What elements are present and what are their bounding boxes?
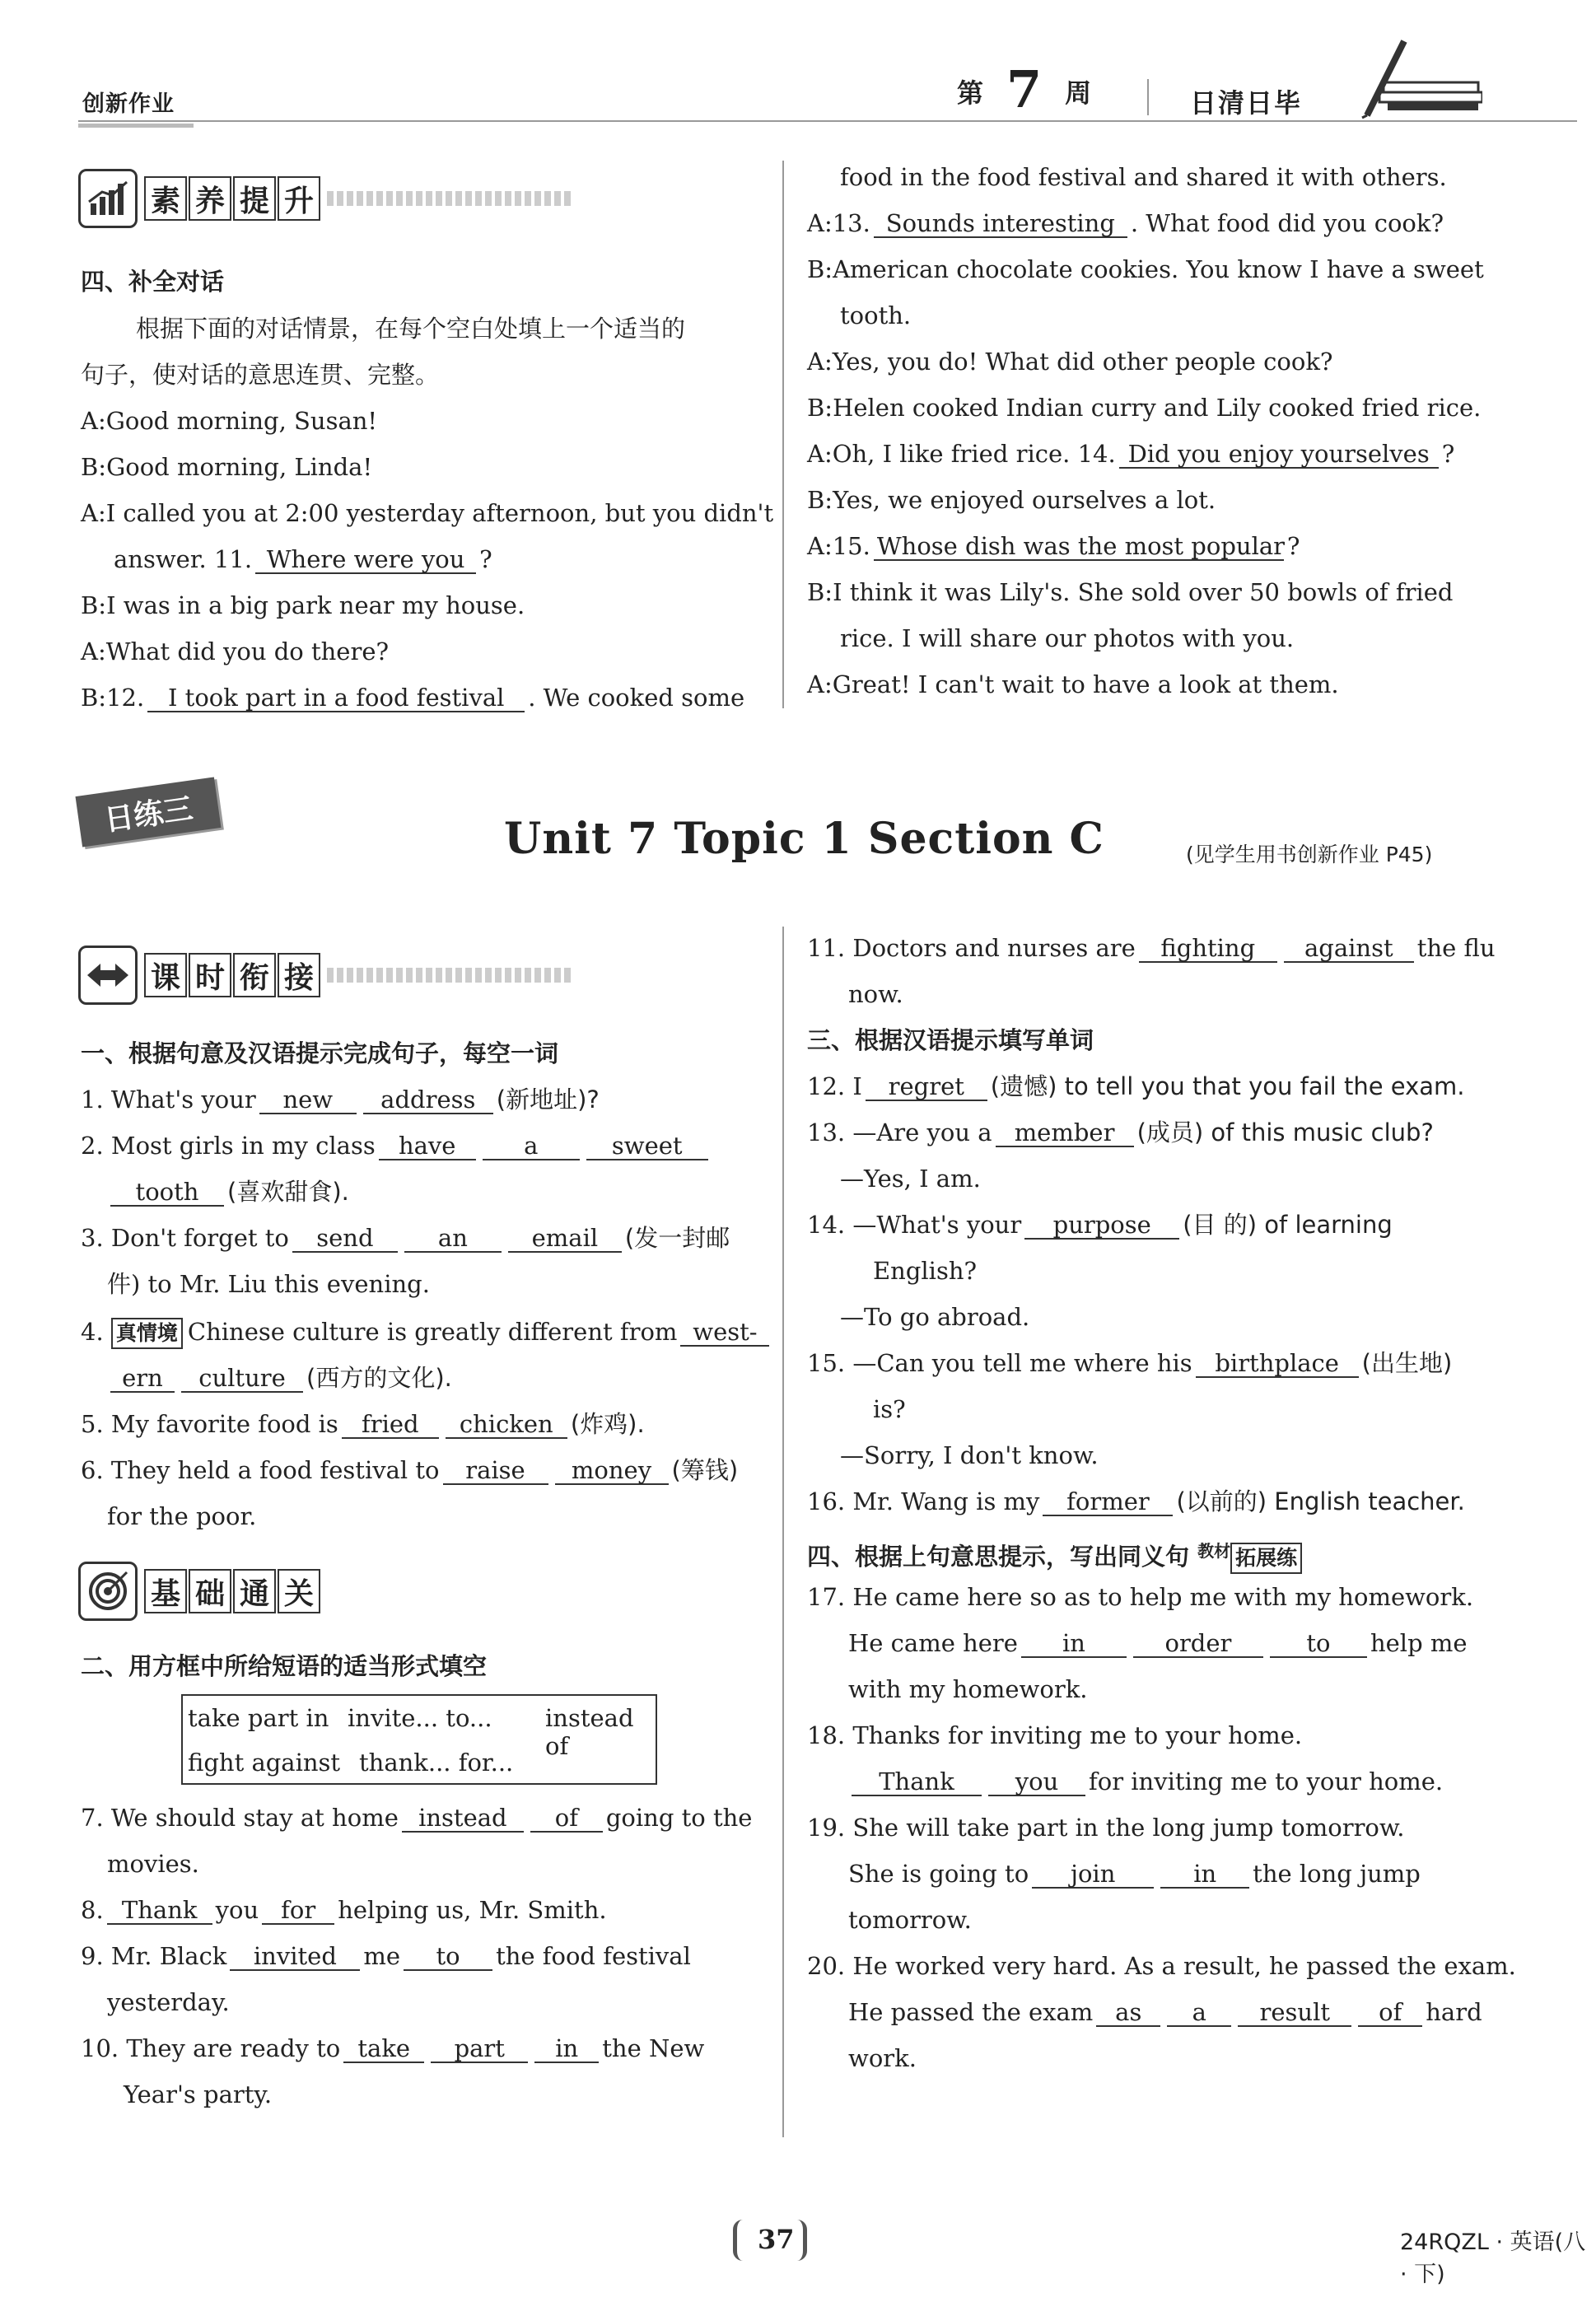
answer: tooth [110,1179,224,1207]
exercise-line: work. [848,2044,917,2072]
exercise-line: 17. He came here so as to help me with my homework. [807,1583,1474,1611]
section-stripe [327,191,574,206]
phrase-item: fight against [188,1749,341,1777]
answer: fighting [1139,935,1277,963]
answer: send [292,1225,398,1253]
exercise-line: 11. Doctors and nurses are fighting against the flu [807,934,1496,962]
answer: have [379,1132,476,1160]
answer: of [1358,1999,1422,2027]
exercise-line: 10. They are ready to take part in the New [81,2034,705,2062]
exercise-line: 19. She will take part in the long jump tomorrow. [807,1814,1405,1842]
phrase-item: instead of [545,1704,634,1760]
unit-title: Unit 7 Topic 1 Section C [504,814,1104,864]
answer: culture [181,1365,303,1393]
dialogue-line: A:Yes, you do! What did other people cook? [807,348,1333,376]
answer: to [404,1943,492,1971]
bar-chart-icon [78,169,138,228]
answer-14: Did you enjoy yourselves [1119,441,1439,469]
phrase-box [181,1694,657,1785]
exercise-line: 件) to Mr. Liu this evening. [107,1270,430,1298]
answer-12: I took part in a food festival [147,684,525,712]
dialogue-line: B:I was in a big park near my house. [81,591,525,619]
column-divider-bottom [782,927,784,2137]
answer: Thank [852,1768,982,1796]
section-stripe [327,968,574,983]
answer: part [431,2035,528,2063]
answer: regret [866,1073,987,1101]
exercise-line: —Sorry, I don't know. [840,1441,1099,1469]
answer: in [1160,1861,1249,1889]
question-heading-synonyms: 四、根据上句意思提示，写出同义句 $^{教材}$ 拓展练 [807,1537,1307,1574]
exercise-line: He came here in order to help me [848,1629,1468,1657]
answer: in [534,2035,599,2063]
exercise-line: She is going to join in the long jump [848,1860,1421,1888]
answer: sweet [586,1132,708,1160]
page-number: 37 [758,2224,795,2255]
exercise-line: 7. We should stay at home instead of going to the [81,1804,753,1832]
answer: new [259,1086,357,1114]
instruction-line: 根据下面的对话情景，在每个空白处填上一个适当的 [136,315,686,343]
answer: purpose [1024,1212,1179,1240]
dialogue-line: tooth. [840,301,912,329]
header-daily-title: 日清日毕 [1190,87,1303,119]
section-header-basic [78,1562,322,1621]
question-heading-words: 三、根据汉语提示填写单词 [807,1026,1094,1054]
answer: address [363,1086,493,1114]
answer: a [1167,1999,1231,2027]
exercise-line: 4. 真情境 Chinese culture is greatly different from west- [81,1318,772,1349]
answer: instead [402,1805,524,1833]
dialogue-line: B:Helen cooked Indian curry and Lily cooked fried rice. [807,394,1482,422]
dialogue-line: rice. I will share our photos with you. [840,624,1295,652]
answer: ern [110,1365,175,1393]
exercise-line: 3. Don't forget to send an email (发一封邮 [81,1224,730,1252]
phrase-item: take part in [188,1704,329,1732]
answer: for [262,1897,334,1925]
answer: member [996,1119,1134,1147]
dialogue-line: B:12. I took part in a food festival . We cooked some [81,684,745,712]
exercise-line: is? [873,1395,906,1423]
question-heading-phrases: 二、用方框中所给短语的适当形式填空 [81,1652,488,1680]
phrase-item: thank... for... [359,1749,514,1777]
answer: west- [680,1319,769,1347]
answer-11: Where were you [255,546,476,574]
exercise-line: 13. —Are you a member (成员) of this music club? [807,1118,1434,1146]
exercise-line: for the poor. [107,1502,257,1530]
header-rule [78,120,1577,122]
exercise-line: 5. My favorite food is fried chicken (炸鸡). [81,1410,645,1438]
section-title-basic: 基 础 通 关 [144,1569,322,1613]
dialogue-line: B:American chocolate cookies. You know I have a sweet [807,255,1484,283]
answer: result [1238,1999,1351,2027]
exercise-line: He passed the exam as a result of hard [848,1998,1482,2026]
answer-13: Sounds interesting [874,210,1127,238]
exercise-line: 6. They held a food festival to raise money (筹钱) [81,1456,739,1484]
exercise-line: 12. I regret (遗憾) to tell you that you fail the exam. [807,1072,1465,1100]
dialogue-line: A:Great! I can't wait to have a look at them. [807,670,1339,698]
answer: birthplace [1196,1350,1359,1378]
exercise-line: tooth (喜欢甜食). [107,1178,349,1207]
answer: money [555,1457,669,1485]
exercise-line: ern culture (西方的文化). [107,1364,452,1393]
exercise-line: 8. Thank you for helping us, Mr. Smith. [81,1896,607,1924]
section-header-quality [78,169,574,228]
dialogue-line: A:13. Sounds interesting . What food did you cook? [807,209,1444,237]
answer: as [1096,1999,1160,2027]
answer: invited [230,1943,360,1971]
exercise-line: 2. Most girls in my class have a sweet [81,1132,712,1160]
book-pen-icon [1351,37,1482,119]
answer: chicken [446,1411,567,1439]
exercise-line: —Yes, I am. [840,1165,981,1193]
reference-note: (见学生用书创新作业 P45) [1186,843,1433,866]
exercise-line: 20. He worked very hard. As a result, he passed the exam. [807,1952,1516,1980]
footer-code: 24RQZL · 英语(八 · 下) [1400,2230,1586,2287]
phrase-item: invite... to... [348,1704,492,1732]
dialogue-line: B:Good morning, Linda! [81,453,373,481]
question-heading-complete: 一、根据句意及汉语提示完成句子，每空一词 [81,1039,559,1067]
answer: order [1133,1630,1263,1658]
answer: an [404,1225,502,1253]
answer: former [1043,1488,1173,1516]
answer: raise [443,1457,548,1485]
exercise-line: English? [873,1257,978,1285]
double-arrow-icon [78,946,138,1005]
dialogue-line: food in the food festival and shared it with others. [840,163,1447,191]
exercise-line: tomorrow. [848,1906,972,1934]
exercise-line: 15. —Can you tell me where his birthplace (出生地) [807,1349,1453,1377]
instruction-line: 句子，使对话的意思连贯、完整。 [81,361,440,389]
dialogue-line: A:Good morning, Susan! [81,407,378,435]
real-context-tag: 真情境 [111,1318,183,1349]
answer: fried [342,1411,439,1439]
exercise-line: 16. Mr. Wang is my former (以前的) English teacher. [807,1487,1465,1515]
exercise-line: 14. —What's your purpose (目 的) of learning [807,1211,1393,1239]
answer: against [1284,935,1414,963]
dialogue-line: A:Oh, I like fried rice. 14. Did you enjoy yourselves ? [807,440,1455,468]
section-title-link: 课 时 衔 接 [144,953,322,997]
answer: Thank [107,1897,212,1925]
daily-practice-ribbon: 日练三 [76,777,222,847]
exercise-line: 1. What's your new address (新地址)? [81,1086,600,1114]
section-title-quality: 素 养 提 升 [144,176,322,221]
dialogue-line: A:15. Whose dish was the most popular? [807,532,1300,560]
dialogue-line: B:I think it was Lily's. She sold over 50 bowls of fried [807,578,1454,606]
textbook-label: 教材 [1197,1541,1231,1561]
exercise-line: with my homework. [848,1675,1088,1703]
answer: of [530,1805,603,1833]
dialogue-line: A:What did you do there? [81,637,390,665]
answer-15: Whose dish was the most popular [874,533,1284,561]
answer: email [508,1225,622,1253]
header-series-title: 创新作业 [82,91,175,117]
exercise-line: now. [848,980,903,1008]
dialogue-line: A:I called you at 2:00 yesterday afternoon, but you didn't [81,499,774,527]
exercise-line: Year's party. [124,2080,273,2108]
answer: you [988,1768,1085,1796]
answer: take [343,2035,424,2063]
target-icon [78,1562,138,1621]
header-week: 第 7 周 [957,59,1092,119]
dialogue-line: B:Yes, we enjoyed ourselves a lot. [807,486,1216,514]
exercise-line: 9. Mr. Black invited me to the food festival [81,1942,691,1970]
extension-tag: 拓展练 [1230,1543,1302,1574]
question-heading-dialogue: 四、补全对话 [81,268,225,296]
header-separator [1147,79,1149,115]
exercise-line: —To go abroad. [840,1303,1030,1331]
column-divider-top [782,161,784,708]
dialogue-line: answer. 11. Where were you ? [114,545,492,573]
exercise-line: Thank you for inviting me to your home. [848,1767,1443,1796]
answer: to [1270,1630,1367,1658]
exercise-line: 18. Thanks for inviting me to your home. [807,1721,1303,1749]
header-rule-accent [78,124,194,128]
section-header-link [78,946,574,1005]
answer: join [1032,1861,1154,1889]
answer: a [483,1132,580,1160]
answer: in [1021,1630,1127,1658]
exercise-line: yesterday. [107,1988,230,2016]
exercise-line: movies. [107,1850,199,1878]
